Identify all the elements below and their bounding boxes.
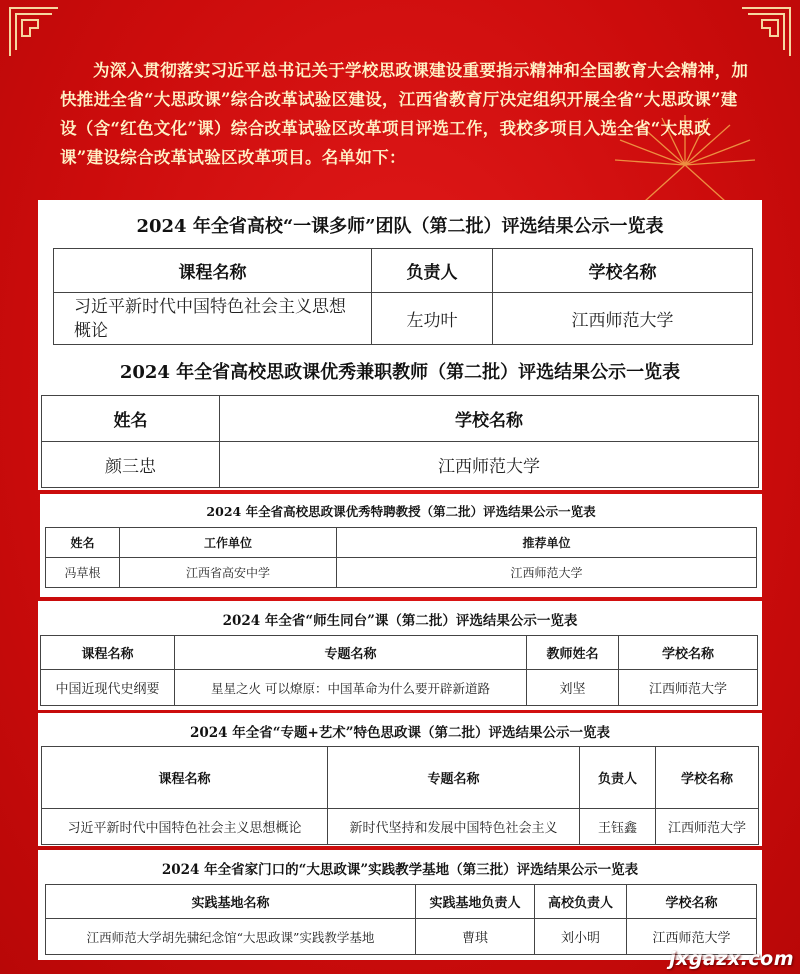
table-cell: 江西师范大学: [627, 919, 757, 955]
header-cell: 负责人: [372, 249, 493, 293]
watermark: jxgazx.com: [669, 948, 794, 970]
table-cell: 冯草根: [46, 558, 120, 588]
table-cell: 刘小明: [535, 919, 627, 955]
table-row: [46, 919, 757, 955]
intro-paragraph: [60, 56, 750, 172]
table-cell: 王钰鑫: [580, 809, 656, 845]
table-title: 2024 年全省“师生同台”课（第二批）评选结果公示一览表: [222, 613, 578, 629]
table-cell: 新时代坚持和发展中国特色社会主义: [328, 809, 580, 845]
table-cell: 江西师范大学胡先骕纪念馆“大思政课”实践教学基地: [46, 919, 416, 955]
header-cell: 学校名称: [627, 885, 757, 919]
table-title: 2024 年全省高校思政课优秀特聘教授（第二批）评选结果公示一览表: [206, 504, 596, 519]
header-cell: 学校名称: [656, 747, 759, 809]
header-cell: 课程名称: [41, 636, 175, 670]
header-cell: 课程名称: [42, 747, 328, 809]
corner-ornament-icon: [8, 6, 60, 58]
table-cell: 江西省高安中学: [120, 558, 337, 588]
table-row: [42, 809, 759, 845]
data-table: [45, 527, 757, 588]
header-cell: 工作单位: [120, 528, 337, 558]
table-title: 2024 年全省“专题+艺术”特色思政课（第二批）评选结果公示一览表: [189, 725, 611, 741]
corner-ornament-icon: [740, 6, 792, 58]
header-cell: 课程名称: [54, 249, 372, 293]
table-title: 2024 年全省高校思政课优秀兼职教师（第二批）评选结果公示一览表: [119, 362, 681, 383]
result-table-1: [38, 200, 762, 350]
header-cell: 负责人: [580, 747, 656, 809]
table-header-row: [42, 396, 759, 442]
data-table: [45, 884, 757, 955]
table-header-row: [54, 249, 753, 293]
table-cell: 江西师范大学: [337, 558, 757, 588]
table-title: 2024 年全省高校“一课多师”团队（第二批）评选结果公示一览表: [136, 216, 664, 237]
table-cell: 江西师范大学: [619, 670, 758, 706]
table-row: [46, 558, 757, 588]
table-cell: 江西师范大学: [493, 293, 753, 345]
header-cell: 专题名称: [328, 747, 580, 809]
table-cell: 习近平新时代中国特色社会主义思想概论: [54, 293, 372, 345]
table-cell: 左功叶: [372, 293, 493, 345]
header-cell: 实践基地负责人: [416, 885, 535, 919]
table-row: [41, 670, 758, 706]
result-table-2: [38, 350, 762, 490]
header-cell: 姓名: [42, 396, 220, 442]
result-table-4: [38, 601, 762, 710]
table-cell: 刘坚: [527, 670, 619, 706]
header-cell: 实践基地名称: [46, 885, 416, 919]
table-header-row: [46, 885, 757, 919]
table-cell: 江西师范大学: [656, 809, 759, 845]
table-title: 2024 年全省家门口的“大思政课”实践教学基地（第三批）评选结果公示一览表: [161, 862, 639, 878]
result-table-5: [38, 713, 762, 846]
data-table: [41, 746, 759, 845]
intro-text: 为深入贯彻落实习近平总书记关于学校思政课建设重要指示精神和全国教育大会精神，加快推进全省“大思政课”综合改革试验区建设，江西省教育厅决定组织开展全省“大思政课”建设（含“红色文化”课）综合改革试验区改革项目评选工作，我校多项目入选全省“大思政课”建设综合改革试验区改革项目。名单如下：: [60, 61, 749, 167]
result-table-6: [38, 850, 762, 960]
table-cell: 星星之火 可以燎原：中国革命为什么要开辟新道路: [175, 670, 527, 706]
table-cell: 江西师范大学: [220, 442, 759, 488]
table-row: [42, 442, 759, 488]
header-cell: 姓名: [46, 528, 120, 558]
header-cell: 学校名称: [493, 249, 753, 293]
table-cell: 颜三忠: [42, 442, 220, 488]
data-table: [41, 395, 759, 488]
header-cell: 学校名称: [220, 396, 759, 442]
result-table-3: [40, 494, 762, 597]
table-cell: 中国近现代史纲要: [41, 670, 175, 706]
table-row: [54, 293, 753, 345]
table-header-row: [41, 636, 758, 670]
header-cell: 专题名称: [175, 636, 527, 670]
table-header-row: [46, 528, 757, 558]
header-cell: 推荐单位: [337, 528, 757, 558]
data-table: [53, 248, 753, 345]
table-cell: 习近平新时代中国特色社会主义思想概论: [42, 809, 328, 845]
header-cell: 高校负责人: [535, 885, 627, 919]
header-cell: 学校名称: [619, 636, 758, 670]
data-table: [40, 635, 758, 706]
table-header-row: [42, 747, 759, 809]
header-cell: 教师姓名: [527, 636, 619, 670]
table-cell: 曹琪: [416, 919, 535, 955]
